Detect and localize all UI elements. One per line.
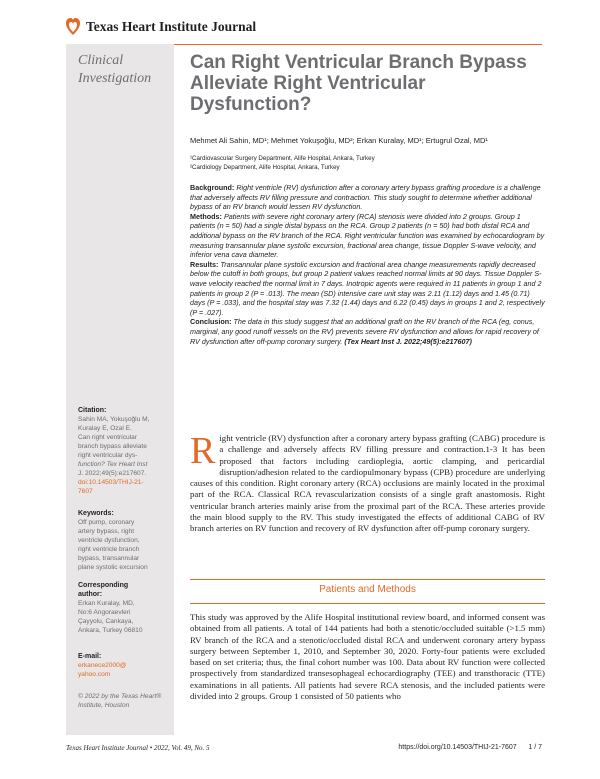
footer-doi-and-page <box>398 744 542 752</box>
corresponding-author-block: Corresponding author: Erkan Kuralay, MD, No:6 Angoraevleri Çayyolu, Cankaya, Ankara, Turkey 06810 <box>78 582 143 634</box>
section-heading-methods: Patients and Methods <box>319 584 416 595</box>
journal-name: Texas Heart Institute Journal <box>86 19 257 34</box>
sidebar <box>66 44 174 735</box>
citation-heading: Citation: <box>78 407 107 414</box>
affiliation-1: ¹Cardiovascular Surgery Department, Alife Hospital, Ankara, Turkey <box>190 155 375 162</box>
footer-page-number: 1 / 7 <box>528 744 542 751</box>
abstract-results: Results: Transannular plane systolic excursion and fractional area change measurements rapidly decreased below the cutoff in both groups, but group 2 patient values reached normal limits at 90 days. Tissue Doppler S-wave velocity reached the normal limit in 7 days. Inotropic agents were required in 11 patients in group 1 and 2 patients in group 2 (P = .013). The mean (SD) intensive care unit stay was 2.11 (1.12) days and 1.45 (0.71) days (P = .033), and the hospital stay was 7.32 (1.44) days and 6.22 (0.45) days in groups 1 and 2, respectively (P = .027). <box>190 259 545 317</box>
journal-header <box>66 18 256 36</box>
abstract <box>190 183 545 346</box>
abstract-background: Background: Right ventricle (RV) dysfunction after a coronary artery bypass grafting procedure is a challenge that adversely affects RV filling pressure and contraction. This study sought to determine whether additional bypass of an RV branch would lessen RV dysfunction. <box>190 183 541 212</box>
citation-block: Citation: Sahin MA, Yokuşoğlu M, Kuralay E, Ozal E. Can right ventricular branch bypass alleviate right ventricular dys- function? Tex Heart Inst J. 2022;49(5):e217607. doi:10.14503/THIJ-21- 7607 <box>78 406 168 496</box>
citation-doi-link[interactable]: doi:10.14503/THIJ-21- <box>78 479 144 486</box>
section-rule-top <box>190 579 545 580</box>
keywords-block: Keywords: Off pump, coronary artery bypass, right ventricle dysfunction, right ventricle branch bypass, transannular plane systolic excursion <box>78 509 168 572</box>
keywords-heading: Keywords: <box>78 510 114 517</box>
footer-journal-info: Texas Heart Institute Journal • 2022, Vol. 49, No. 5 <box>66 744 210 752</box>
methods-paragraph: This study was approved by the Alife Hospital institutional review board, and informed consent was obtained from all patients. A total of 144 patients had both a stenotic/occluded suitable (>1.5 mm) RV branch of the RCA and a stenotic/occluded distal RCA and underwent coronary artery bypass surgery between September 1, 2010, and September 30, 2020. Forty-four patients were excluded based on set criteria; thus, the final cohort number was 100. Data about RV function were collected prospectively from standardized transesophageal echocardiography (TEE) and transthoracic (TTE) examinations in all patients. All patients had severe RCA stenosis, and the included patients were divided into 2 groups. Group 1 consisted of 50 patients who <box>190 612 545 702</box>
email-block: E-mail: erkanece2000@ yahoo.com <box>78 652 168 679</box>
texas-heart-logo-icon <box>66 18 80 36</box>
author-list: Mehmet Ali Sahin, MD¹; Mehmet Yokuşoğlu, MD²; Erkan Kuralay, MD¹; Ertugrul Ozal, MD¹ <box>190 136 488 145</box>
article-type-label: Clinical Investigation <box>78 53 152 86</box>
email-link[interactable]: erkanece2000@ <box>78 662 127 669</box>
abstract-conclusion: Conclusion: The data in this study suggest that an additional graft on the RV branch of the RCA (eg, conus, marginal, any good runoff vessels on the RV) prevents severe RV dysfunction and allows for rapid recovery of RV dysfunction after off-pump coronary surgery. (Tex Heart Inst J. 2022;49(5):e217607) <box>190 317 539 346</box>
copyright-block: © 2022 by the Texas Heart® Institute, Houston <box>78 693 162 709</box>
article-title: Can Right Ventricular Branch Bypass Alleviate Right Ventricular Dysfunction? <box>190 52 527 115</box>
drop-cap: R <box>190 430 216 472</box>
introduction-paragraph: Right ventricle (RV) dysfunction after a coronary artery bypass grafting (CABG) procedure is a challenge and adversely affects RV filling pressure and contraction.1-3 It has been proposed that factors including cardioplegia, aortic clamping, and pericardial disruption/adhesion related to the cardiopulmonary bypass (CPB) procedure are underlying causes of this condition. Right coronary artery (RCA) occlusions are mainly located in the proximal part of the RCA. Classical RCA revascularization consists of a single graft anastomosis. Right ventricular branch arteries mainly arise from the proximal part of the RCA. These arteries provide the main blood supply to the RV. This study investigated the effects of additional CABG of RV branch arteries on RV function and recovery of RV dysfunction after off-pump coronary surgery. <box>190 430 545 534</box>
footer-doi-link[interactable]: https://doi.org/10.14503/THIJ-21-7607 <box>398 744 517 751</box>
abstract-methods: Methods: Patients with severe right coronary artery (RCA) stenosis were divided into 2 groups. Group 1 patients (n = 50) had a single distal bypass on the RCA. Group 2 patients (n = 50) had both distal RCA and additional bypass on the RV branch of the RCA. Right ventricular function was examined by echocardiogram by measuring transannular plane systolic excursion, fractional area change, tissue Doppler S-wave velocity, and inferior vena cava diameter. <box>190 211 545 260</box>
section-rule-bottom <box>190 603 545 604</box>
affiliation-2: ²Cardiology Department, Alife Hospital, Ankara, Turkey <box>190 164 340 171</box>
page-footer <box>66 744 542 752</box>
